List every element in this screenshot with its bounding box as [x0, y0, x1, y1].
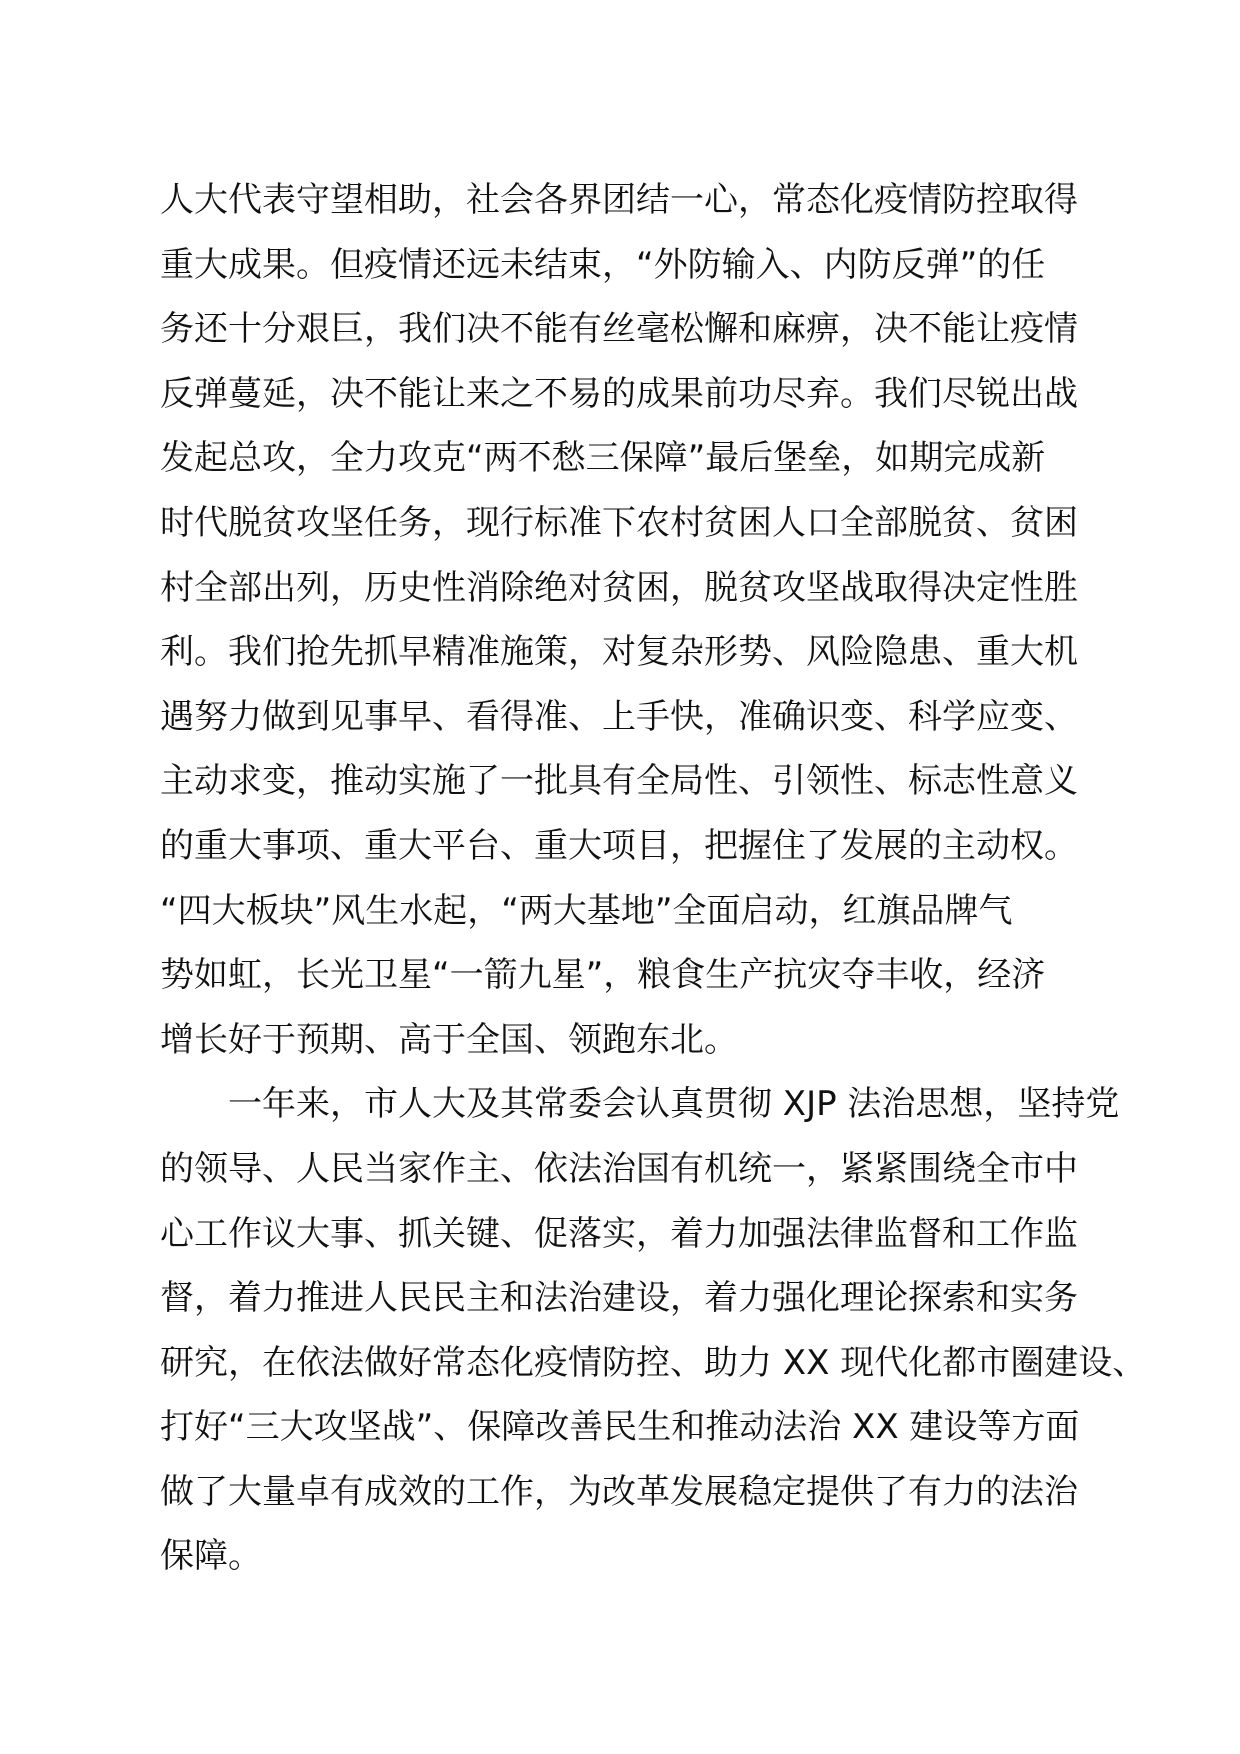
text-line: “四大板块”风生水起，“两大基地”全面启动，红旗品牌气	[160, 890, 1013, 931]
text-line: 督，着力推进人民民主和法治建设，着力强化理论探索和实务	[160, 1278, 1078, 1319]
text-line: 人大代表守望相助，社会各界团结一心，常态化疫情防控取得	[160, 180, 1078, 220]
text-line: 的重大事项、重大平台、重大项目，把握住了发展的主动权。	[160, 825, 1078, 866]
text-line: 主动求变，推动实施了一批具有全局性、引领性、标志性意义	[160, 761, 1078, 802]
text-line: 发起总攻，全力攻克“两不愁三保障”最后堡垒，如期完成新	[160, 438, 1046, 479]
text-line: 一年来，市人大及其常委会认真贯彻 XJP 法治思想，坚持党	[160, 1084, 1120, 1125]
body-text	[160, 168, 1147, 1589]
text-line: 务还十分艰巨，我们决不能有丝毫松懈和麻痹，决不能让疫情	[160, 309, 1078, 350]
text-line: 心工作议大事、抓关键、促落实，着力加强法律监督和工作监	[160, 1213, 1078, 1254]
text-line: 遇努力做到见事早、看得准、上手快，准确识变、科学应变、	[160, 696, 1078, 737]
text-line: 时代脱贫攻坚任务，现行标准下农村贫困人口全部脱贫、贫困	[160, 502, 1078, 543]
text-line: 重大成果。但疫情还远未结束，“外防输入、内防反弹”的任	[160, 244, 1046, 285]
text-line: 打好“三大攻坚战”、保障改善民生和推动法治 XX 建设等方面	[160, 1407, 1080, 1448]
text-line: 利。我们抢先抓早精准施策，对复杂形势、风险隐患、重大机	[160, 632, 1078, 673]
text-line: 研究，在依法做好常态化疫情防控、助力 XX 现代化都市圈建设、	[160, 1342, 1147, 1383]
text-line: 反弹蔓延，决不能让来之不易的成果前功尽弃。我们尽锐出战	[160, 373, 1078, 414]
text-line: 保障。	[160, 1536, 262, 1577]
text-line: 村全部出列，历史性消除绝对贫困，脱贫攻坚战取得决定性胜	[160, 567, 1078, 608]
text-line: 做了大量卓有成效的工作，为改革发展稳定提供了有力的法治	[160, 1471, 1078, 1512]
text-line: 的领导、人民当家作主、依法治国有机统一，紧紧围绕全市中	[160, 1148, 1078, 1189]
text-line: 增长好于预期、高于全国、领跑东北。	[160, 1019, 738, 1060]
text-line: 势如虹，长光卫星“一箭九星”，粮食生产抗灾夺丰收，经济	[160, 955, 1046, 996]
